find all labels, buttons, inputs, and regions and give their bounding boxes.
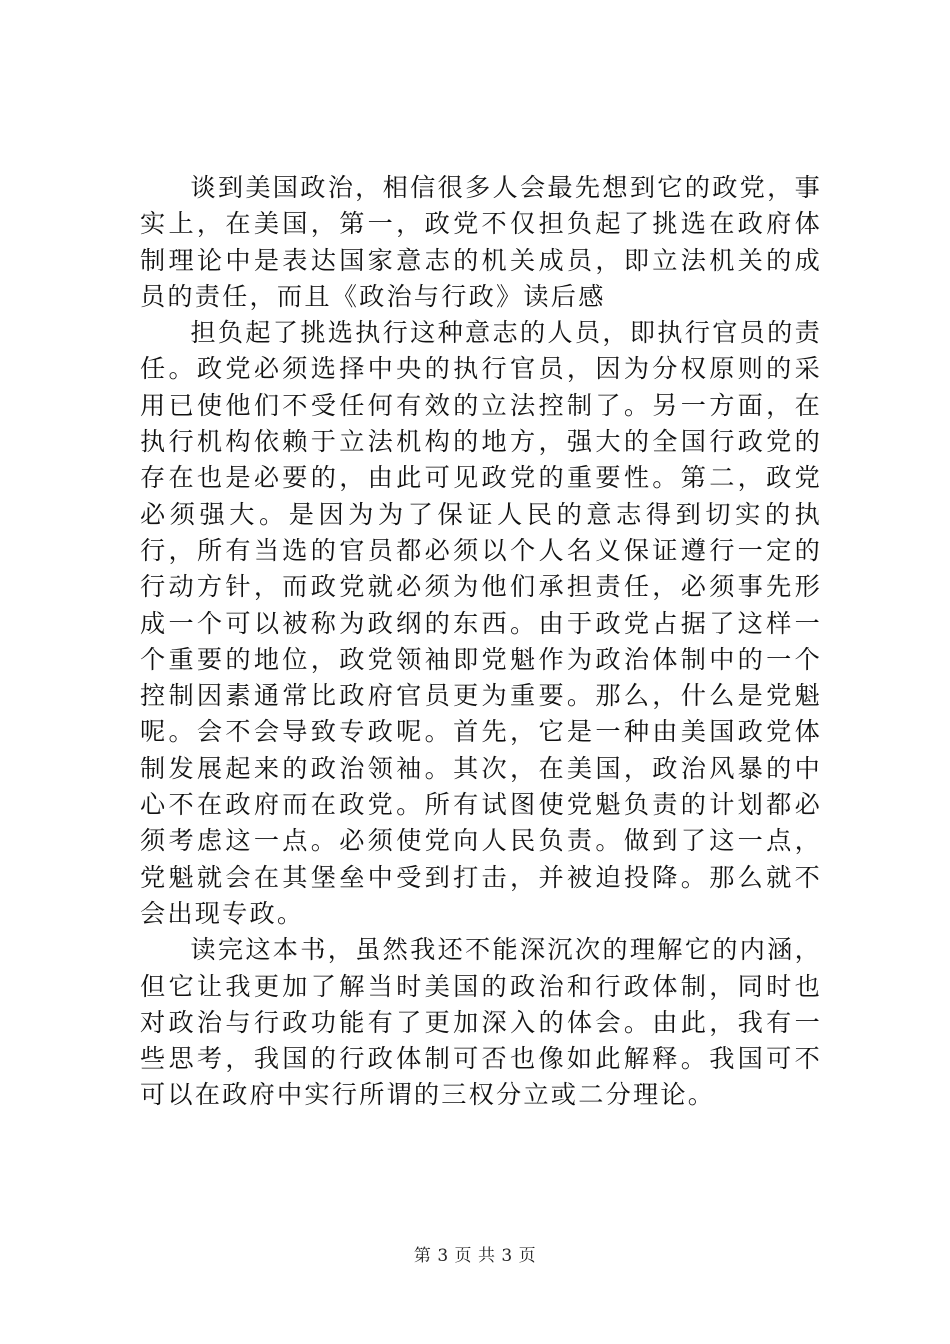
document-body [140, 170, 822, 1114]
page-number-footer: 第 3 页 共 3 页 [413, 1246, 537, 1266]
paragraph-reflection: 读完这本书，虽然我还不能深沉次的理解它的内涵，但它让我更加了解当时美国的政治和行政体制，同时也对政治与行政功能有了更加深入的体会。由此，我有一些思考，我国的行政体制可否也像如此解释。我国可不可以在政府中实行所谓的三权分立或二分理论。 [140, 935, 822, 1110]
paragraph-intro: 谈到美国政治，相信很多人会最先想到它的政党，事实上，在美国，第一，政党不仅担负起了挑选在政府体制理论中是表达国家意志的机关成员，即立法机关的成员的责任，而且《政治与行政》读后感 [140, 173, 822, 311]
paragraph-party-role: 担负起了挑选执行这种意志的人员，即执行官员的责任。政党必须选择中央的执行官员，因为分权原则的采用已使他们不受任何有效的立法控制了。另一方面，在执行机构依赖于立法机构的地方，强大的全国行政党的存在也是必要的，由此可见政党的重要性。第二，政党必须强大。是因为为了保证人民的意志得到切实的执行，所有当选的官员都必须以个人名义保证遵行一定的行动方针，而政党就必须为他们承担责任，必须事先形成一个可以被称为政纲的东西。由于政党占据了这样一个重要的地位，政党领袖即党魁作为政治体制中的一个控制因素通常比政府官员更为重要。那么，什么是党魁呢。会不会导致专政呢。首先，它是一种由美国政党体制发展起来的政治领袖。其次，在美国，政治风暴的中心不在政府而在政党。所有试图使党魁负责的计划都必须考虑这一点。必须使党向人民负责。做到了这一点，党魁就会在其堡垒中受到打击，并被迫投降。那么就不会出现专政。 [140, 318, 822, 928]
